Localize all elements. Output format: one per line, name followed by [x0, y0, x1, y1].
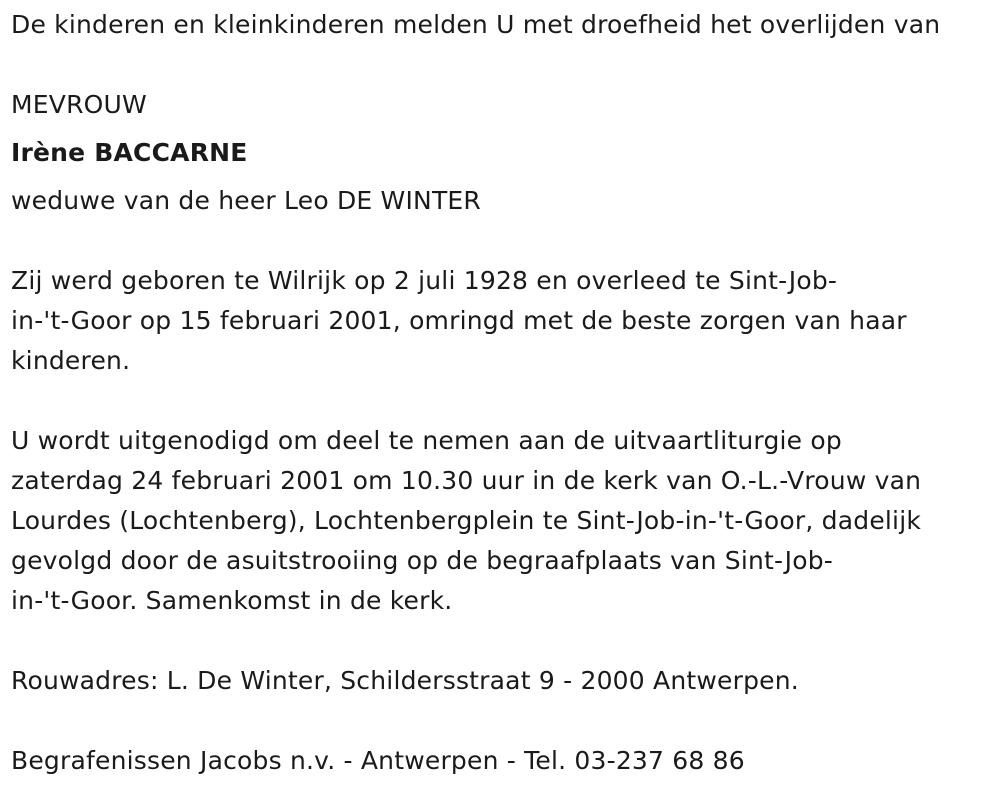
invitation-paragraph: [11, 421, 996, 621]
birth-death-paragraph: [11, 261, 996, 381]
birth-death-line: Zij werd geboren te Wilrijk op 2 juli 1928 en overleed te Sint-Job-: [11, 266, 838, 295]
birth-death-line: in-'t-Goor op 15 februari 2001, omringd met de beste zorgen van haar: [11, 306, 907, 335]
invitation-line: gevolgd door de asuitstrooiing op de begraafplaats van Sint-Job-: [11, 546, 834, 575]
invitation-line: Lourdes (Lochtenberg), Lochtenbergplein te Sint-Job-in-'t-Goor, dadelijk: [11, 506, 922, 535]
mourning-address: Rouwadres: L. De Winter, Schildersstraat 9 - 2000 Antwerpen.: [11, 666, 799, 695]
invitation-line: in-'t-Goor. Samenkomst in de kerk.: [11, 586, 453, 615]
death-notice: [11, 5, 996, 781]
spacer: [11, 125, 996, 133]
spacer: [11, 45, 996, 85]
spacer: [11, 221, 996, 261]
invitation-line: U wordt uitgenodigd om deel te nemen aan de uitvaartliturgie op: [11, 426, 842, 455]
birth-death-line: kinderen.: [11, 346, 131, 375]
spacer: [11, 173, 996, 181]
invitation-line: zaterdag 24 februari 2001 om 10.30 uur in de kerk van O.-L.-Vrouw van: [11, 466, 922, 495]
spacer: [11, 701, 996, 741]
funeral-home-contact: Begrafenissen Jacobs n.v. - Antwerpen - Tel. 03-237 68 86: [11, 746, 745, 775]
widow-of-text: weduwe van de heer Leo DE WINTER: [11, 186, 481, 215]
intro-text: De kinderen en kleinkinderen melden U met droefheid het overlijden van: [11, 10, 941, 39]
spacer: [11, 621, 996, 661]
title-text: MEVROUW: [11, 90, 147, 119]
deceased-name: Irène BACCARNE: [11, 138, 248, 167]
spacer: [11, 381, 996, 421]
